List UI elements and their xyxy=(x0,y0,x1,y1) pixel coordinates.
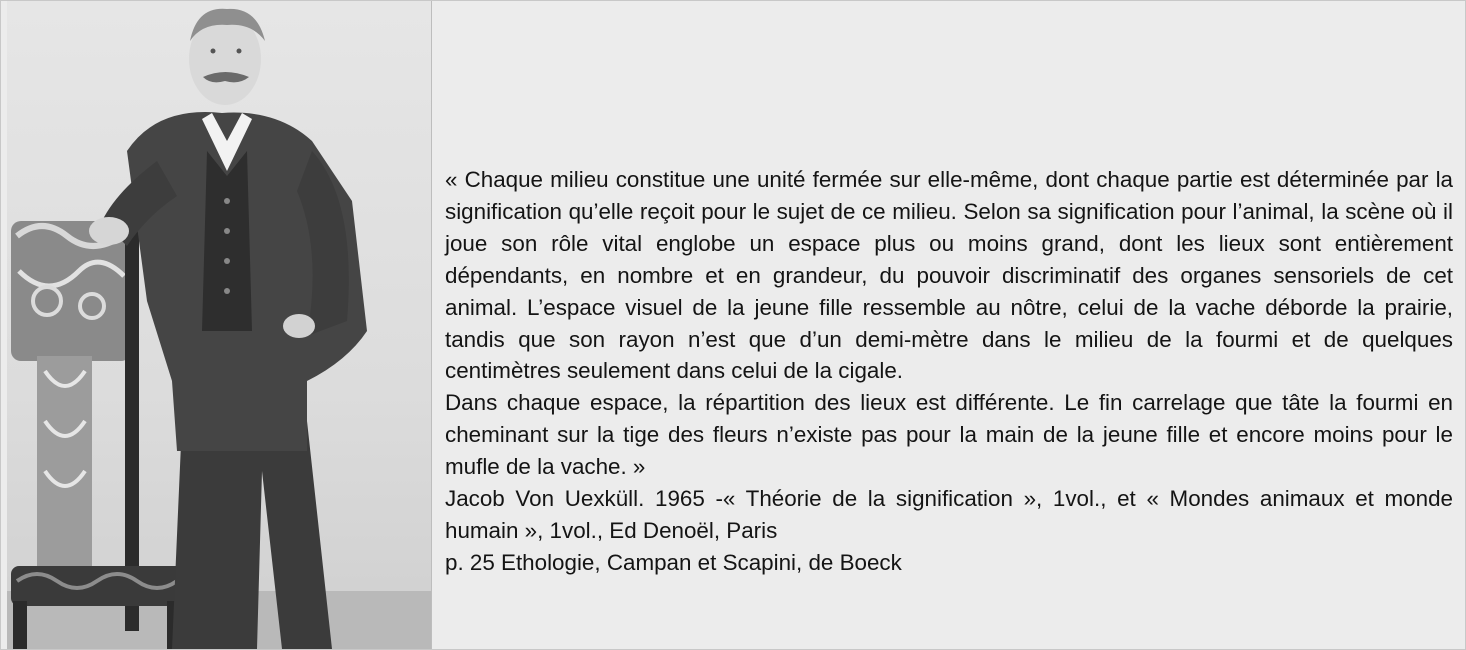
quote-paragraph-2: Dans chaque espace, la répartition des lieux est différente. Le fin carrelage que tâte la fourmi en cheminant sur la tige des fleurs n’existe pas pour la main de la jeune fille et encore moins pour le mufle de la vache. » xyxy=(445,390,1453,480)
portrait-illustration xyxy=(7,1,431,649)
quote-block xyxy=(445,164,1453,579)
citation-reference: Jacob Von Uexküll. 1965 -« Théorie de la signification », 1vol., et « Mondes animaux et monde humain », 1vol., Ed Denoël, Paris xyxy=(445,486,1453,543)
citation-page: p. 25 Ethologie, Campan et Scapini, de Boeck xyxy=(445,549,902,575)
quote-paragraph-1: « Chaque milieu constitue une unité fermée sur elle-même, dont chaque partie est déterminée par la signification qu’elle reçoit pour le sujet de ce milieu. Selon sa signification pour l’animal, la scène où il joue son rôle vital englobe un espace plus ou moins grand, dont les lieux sont entièrement dépendants, en nombre et en grandeur, du pouvoir discriminatif des organes sensoriels de cet animal. L’espace visuel de la jeune fille ressemble au nôtre, celui de la vache déborde la prairie, tandis que son rayon n’est que d’un demi-mètre dans le milieu de la fourmi et de quelques centimètres seulement dans celui de la cigale. xyxy=(445,167,1453,384)
portrait-photo xyxy=(7,1,432,649)
